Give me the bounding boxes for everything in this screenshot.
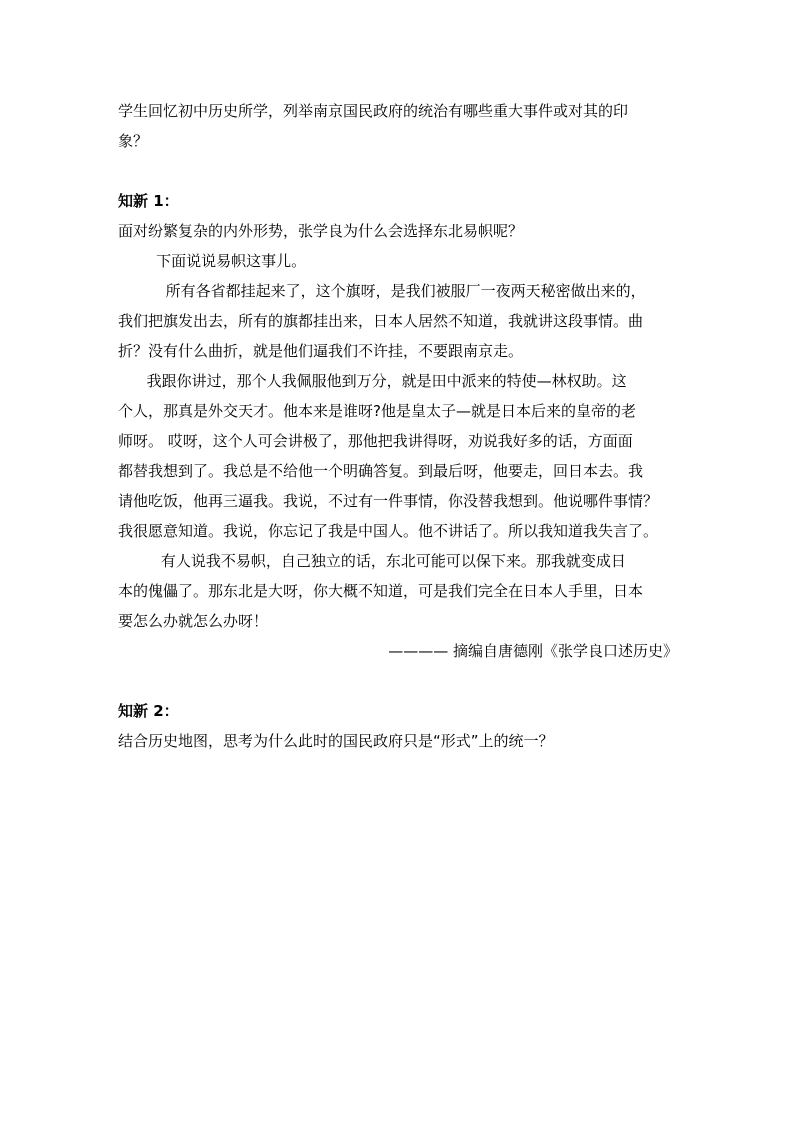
spacer — [118, 156, 678, 186]
quote-source: ———— 摘编自唐德刚《张学良口述历史》 — [388, 642, 678, 660]
intro-line-2: 象？ — [118, 132, 149, 150]
quote-line: 所有各省都挂起来了，这个旗呀，是我们被服厂一夜两天秘密做出来的， — [118, 282, 646, 300]
document-page — [118, 96, 678, 756]
quote-line: 我很愿意知道。我说，你忘记了我是中国人。他不讲话了。所以我知道我失言了。 — [118, 522, 659, 540]
quote-line: 师呀。 哎呀，这个人可会讲极了，那他把我讲得呀，劝说我好多的话，方面面 — [118, 432, 633, 450]
quote-line: 本的傀儡了。那东北是大呀，你大概不知道，可是我们完全在日本人手里，日本 — [118, 582, 644, 600]
quote-line: 有人说我不易帜，自己独立的话，东北可能可以保下来。那我就变成日 — [118, 552, 626, 570]
quote-line: 都替我想到了。我总是不给他一个明确答复。到最后呀，他要走，回日本去。我 — [118, 462, 644, 480]
intro-line-1: 学生回忆初中历史所学，列举南京国民政府的统治有哪些重大事件或对其的印 — [118, 102, 629, 120]
section1-heading: 知新 1： — [118, 192, 179, 210]
quote-line: 请他吃饭，他再三逼我。我说，不过有一件事情，你没替我想到。他说哪件事情？ — [118, 492, 659, 510]
section2-heading: 知新 2： — [118, 702, 179, 720]
spacer — [118, 666, 678, 696]
quote-line: 要怎么办就怎么办呀！ — [118, 612, 269, 630]
quote-line: 个人，那真是外交天才。他本来是谁呀?他是皇太子—就是日本后来的皇帝的老 — [118, 402, 636, 420]
section2-question: 结合历史地图，思考为什么此时的国民政府只是“形式”上的统一？ — [118, 732, 554, 750]
quote-line: 折？没有什么曲折，就是他们逼我们不许挂，不要跟南京走。 — [118, 342, 524, 360]
quote-line: 我跟你讲过，那个人我佩服他到万分，就是田中派来的特使—林权助。这 — [118, 372, 627, 390]
quote-line: 我们把旗发出去，所有的旗都挂出来，日本人居然不知道，我就讲这段事情。曲 — [118, 312, 644, 330]
quote-line: 下面说说易帜这事儿。 — [118, 252, 307, 270]
section1-question: 面对纷繁复杂的内外形势，张学良为什么会选择东北易帜呢？ — [118, 222, 524, 240]
quote-block — [118, 246, 678, 636]
